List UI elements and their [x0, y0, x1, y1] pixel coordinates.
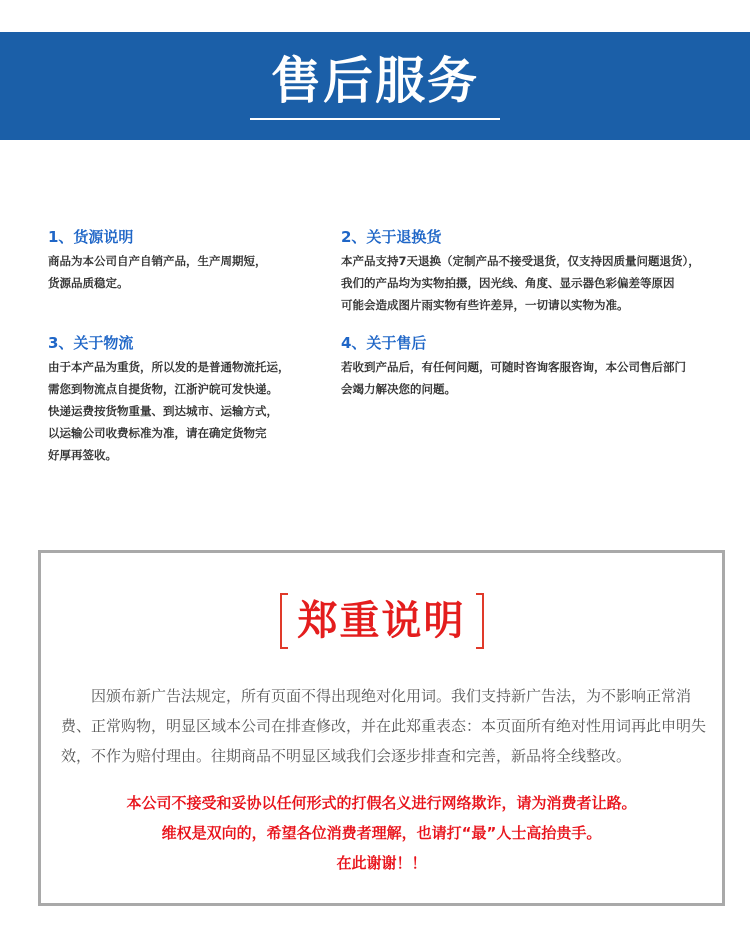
right-bracket-decoration	[476, 593, 484, 649]
section-returns	[341, 227, 731, 316]
section-after-sales	[341, 333, 731, 400]
page-title: 售后服务	[271, 52, 479, 110]
title-underline	[250, 118, 500, 120]
section-title: 3、关于物流	[48, 334, 134, 352]
notice-heading	[41, 593, 722, 649]
left-bracket-decoration	[280, 593, 288, 649]
notice-warning-line: 在此谢谢！！	[336, 854, 427, 872]
header-banner	[0, 32, 750, 140]
section-body: 商品为本公司自产自销产品，生产周期短， 货源品质稳定。	[48, 254, 267, 290]
notice-warning	[41, 788, 722, 878]
notice-box	[38, 550, 725, 906]
section-title: 2、关于退换货	[341, 228, 442, 246]
section-title: 1、货源说明	[48, 228, 134, 246]
notice-body: 因颁布新广告法规定，所有页面不得出现绝对化用词。我们支持新广告法，为不影响正常消费、正常购物，明显区域本公司在排查修改，并在此郑重表态：本页面所有绝对性用词再此申明失效，不作为赔付理由。往期商品不明显区域我们会逐步排查和完善，新品将全线整改。	[61, 687, 707, 765]
section-body: 由于本产品为重货，所以发的是普通物流托运， 需您到物流点自提货物，江浙沪皖可发快递。 快递运费按货物重量、到达城市、运输方式， 以运输公司收费标准为准，请在确定货物完 好厚再签收。	[48, 360, 290, 462]
section-body: 若收到产品后，有任何问题，可随时咨询客服咨询，本公司售后部门 会竭力解决您的问题。	[341, 360, 686, 396]
notice-warning-line: 维权是双向的，希望各位消费者理解，也请打“最”人士高抬贵手。	[161, 824, 602, 842]
section-title: 4、关于售后	[341, 334, 427, 352]
notice-title: 郑重说明	[297, 598, 466, 644]
notice-warning-line: 本公司不接受和妥协以任何形式的打假名义进行网络欺诈，请为消费者让路。	[126, 794, 637, 812]
section-body: 本产品支持7天退换（定制产品不接受退货，仅支持因质量问题退货）， 我们的产品均为实物拍摄，因光线、角度、显示器色彩偏差等原因 可能会造成图片雨实物有些许差异，一切请以实物为准。	[341, 254, 700, 312]
